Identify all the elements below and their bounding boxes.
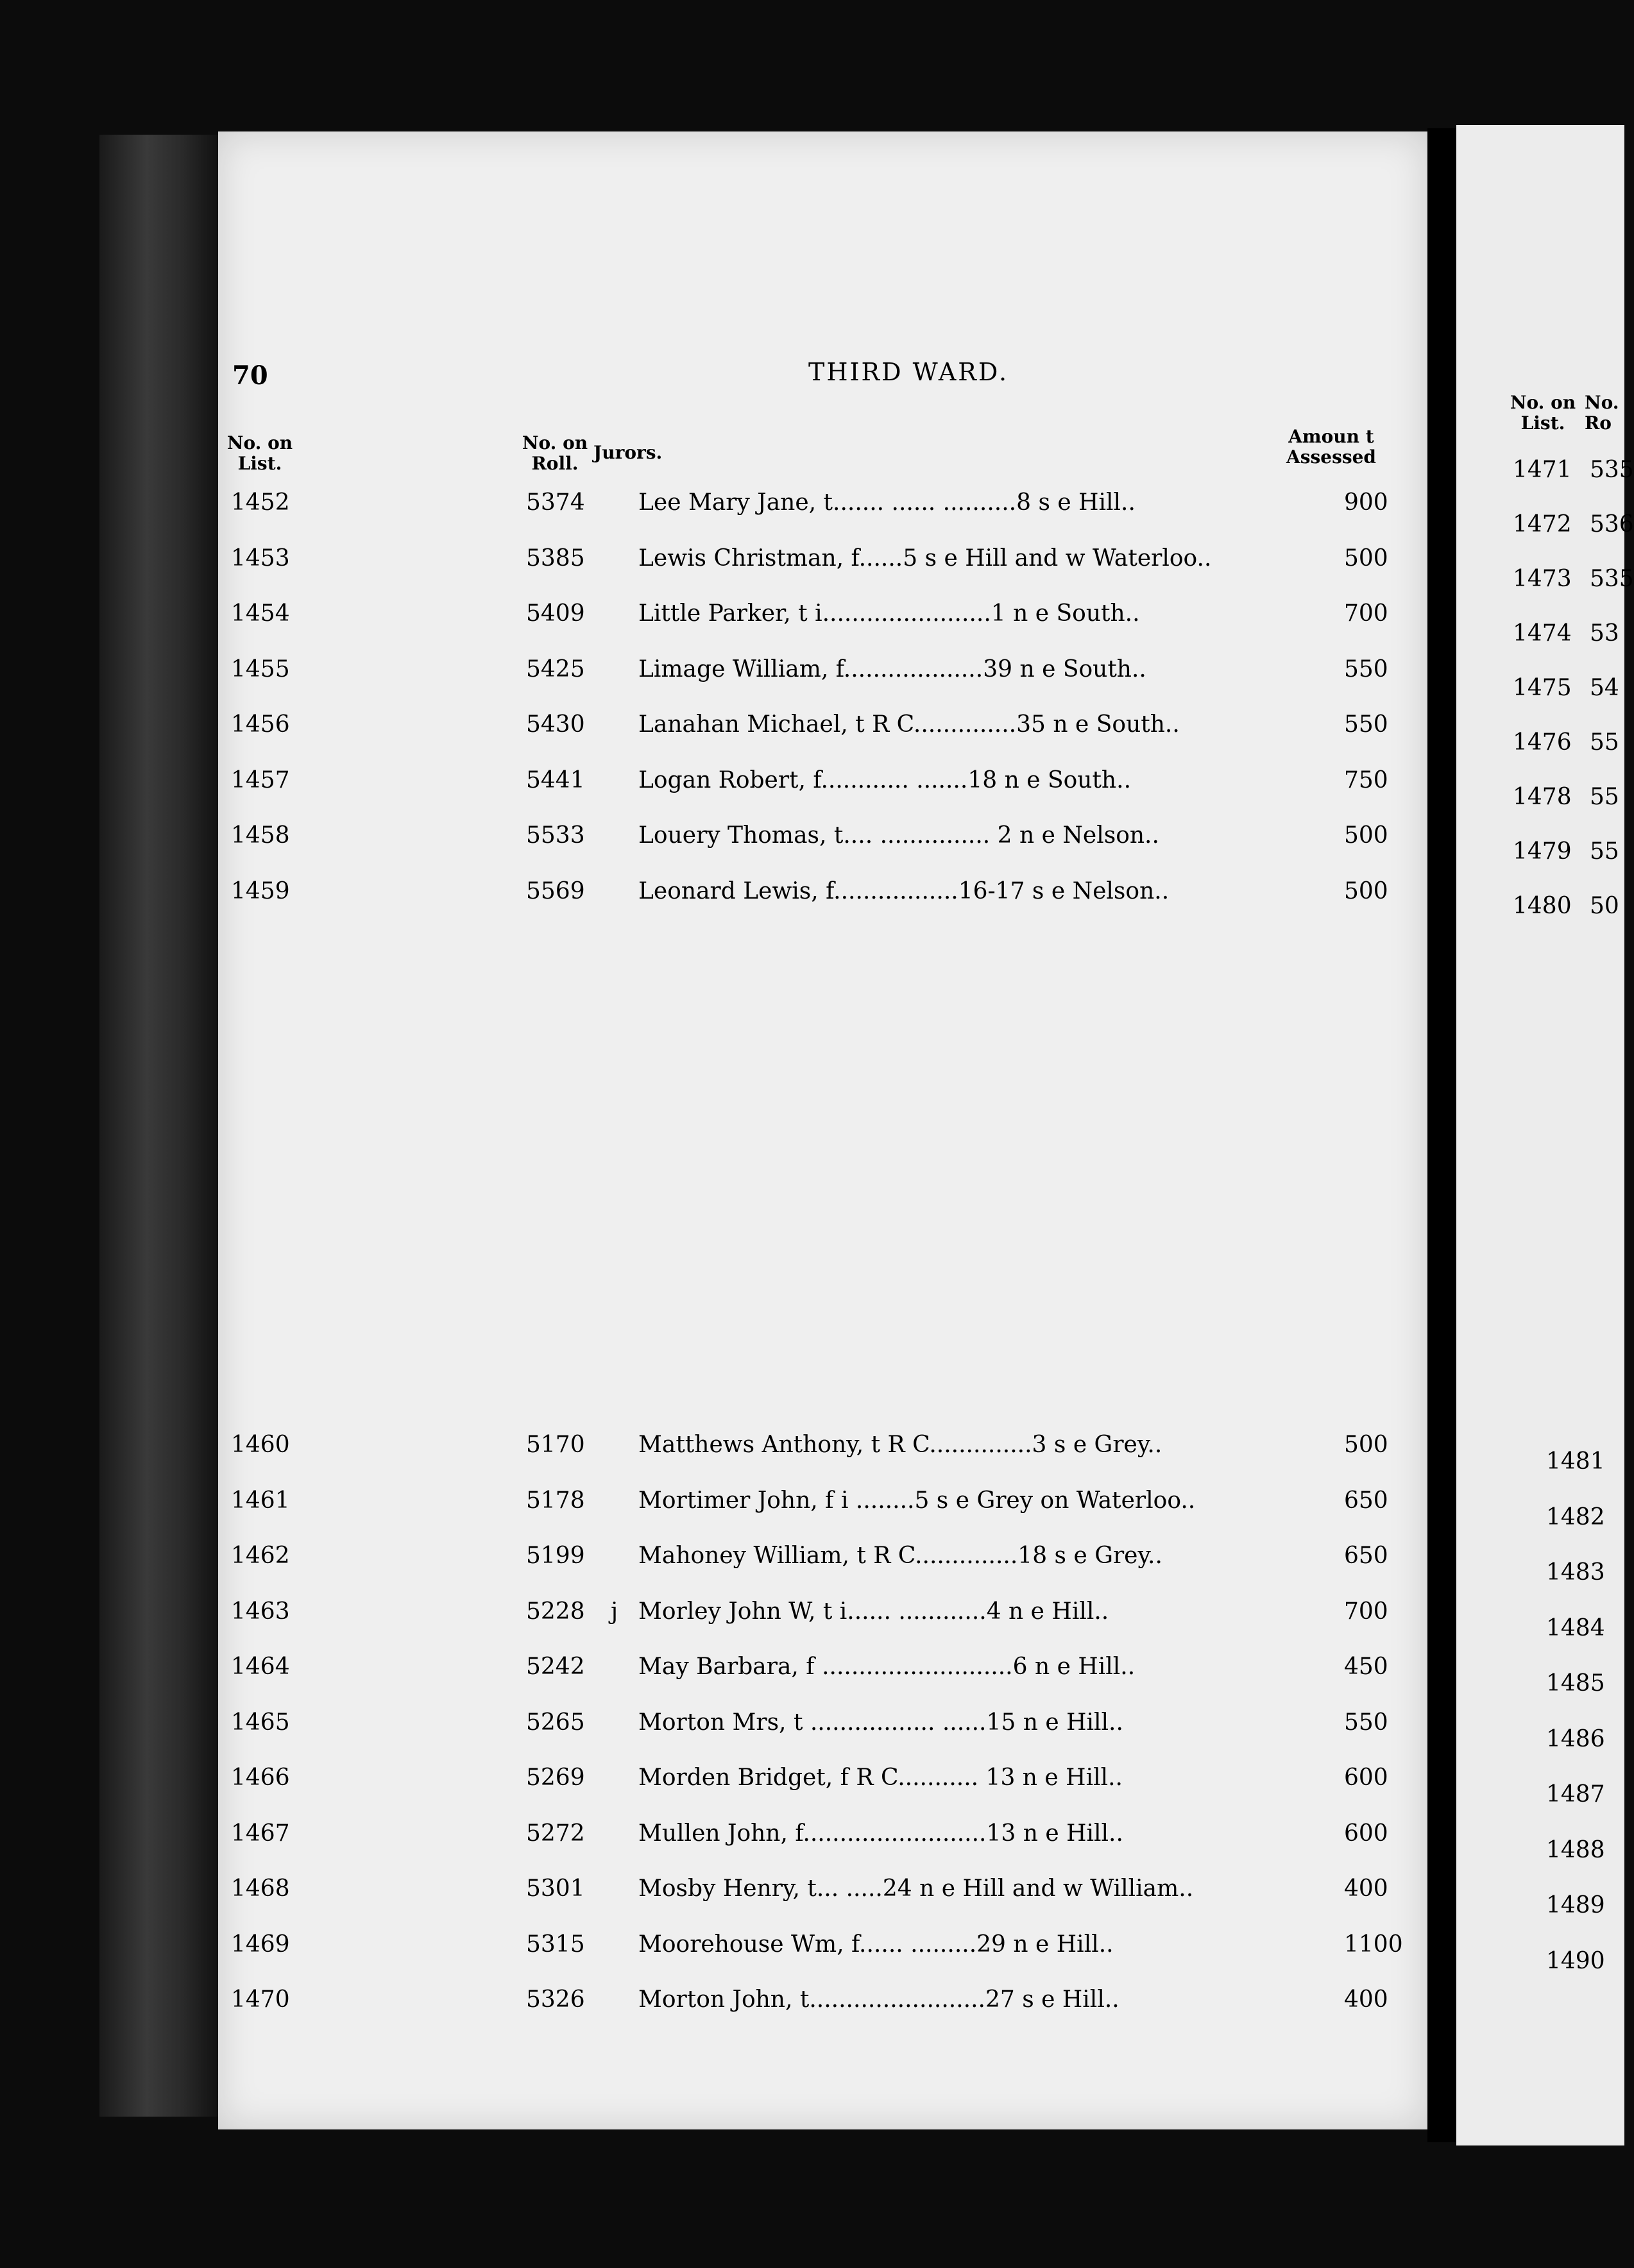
ward-title: THIRD WARD.	[808, 358, 1009, 386]
margin-mark: j	[611, 1598, 618, 1625]
facing-list-number: 1474	[1513, 620, 1572, 647]
page-gutter	[1427, 128, 1456, 2142]
amount-assessed: 500	[1344, 877, 1388, 904]
list-number: 1454	[231, 600, 290, 627]
table-row	[0, 656, 1388, 695]
juror-entry: Limage William, f...................39 n e South..	[638, 656, 1146, 682]
juror-entry: Morton Mrs, t ................. ......15 n e Hill..	[638, 1709, 1123, 1736]
facing-list-number: 1482	[1546, 1503, 1605, 1530]
table-row	[0, 1432, 1388, 1470]
list-number: 1455	[231, 656, 290, 682]
list-number: 1470	[231, 1986, 290, 2013]
facing-list-number: 1489	[1546, 1892, 1605, 1918]
roll-number: 5430	[526, 711, 585, 738]
facing-roll-number: 535	[1590, 457, 1634, 483]
table-row	[0, 600, 1388, 639]
header-amount-assessed: Amoun t Assessed	[1286, 426, 1376, 468]
amount-assessed: 500	[1344, 1432, 1388, 1458]
list-number: 1459	[231, 877, 290, 904]
amount-assessed: 700	[1344, 1598, 1388, 1625]
facing-roll-number: 536	[1590, 511, 1634, 537]
juror-entry: Morden Bridget, f R C........... 13 n e Hill..	[638, 1764, 1123, 1791]
facing-roll-number: 53	[1590, 620, 1619, 647]
table-row	[0, 1986, 1388, 2025]
roll-number: 5425	[526, 656, 585, 682]
roll-number: 5569	[526, 877, 585, 904]
table-row	[0, 711, 1388, 750]
roll-number: 5170	[526, 1432, 585, 1458]
amount-assessed: 900	[1344, 489, 1388, 516]
amount-assessed: 650	[1344, 1543, 1388, 1569]
amount-assessed: 550	[1344, 711, 1388, 738]
juror-entry: Mosby Henry, t... .....24 n e Hill and w William..	[638, 1875, 1194, 1902]
table-row	[0, 545, 1388, 584]
roll-number: 5441	[526, 766, 585, 793]
facing-list-number: 1490	[1546, 1947, 1605, 1974]
amount-assessed: 700	[1344, 600, 1388, 627]
juror-entry: Little Parker, t i.......................1 n e South..	[638, 600, 1140, 627]
facing-list-number: 1487	[1546, 1781, 1605, 1807]
roll-number: 5326	[526, 1986, 585, 2013]
list-number: 1467	[231, 1820, 290, 1847]
table-row	[0, 1487, 1388, 1526]
list-number: 1468	[231, 1875, 290, 1902]
list-number: 1460	[231, 1432, 290, 1458]
amount-assessed: 400	[1344, 1986, 1388, 2013]
header-no-on-list: No. on List.	[226, 432, 293, 474]
juror-entry: Moorehouse Wm, f...... .........29 n e Hill..	[638, 1931, 1114, 1958]
facing-list-number: 1484	[1546, 1614, 1605, 1641]
facing-list-number: 1478	[1513, 784, 1572, 810]
facing-list-number: 1473	[1513, 566, 1572, 592]
facing-roll-number: 54	[1590, 675, 1619, 701]
roll-number: 5533	[526, 822, 585, 849]
juror-entry: Mullen John, f.........................13 n e Hill..	[638, 1820, 1123, 1847]
list-number: 1458	[231, 822, 290, 849]
amount-assessed: 600	[1344, 1820, 1388, 1847]
table-row	[0, 1931, 1403, 1970]
juror-entry: Matthews Anthony, t R C..............3 s e Grey..	[638, 1432, 1162, 1458]
facing-list-number: 1472	[1513, 511, 1572, 537]
list-number: 1464	[231, 1654, 290, 1680]
juror-entry: Louery Thomas, t.... ............... 2 n e Nelson..	[638, 822, 1159, 849]
amount-assessed: 650	[1344, 1487, 1388, 1514]
table-row	[0, 1543, 1388, 1581]
facing-list-number: 1480	[1513, 893, 1572, 919]
amount-assessed: 500	[1344, 545, 1388, 571]
facing-list-number: 1481	[1546, 1448, 1605, 1475]
list-number: 1452	[231, 489, 290, 516]
amount-assessed: 600	[1344, 1764, 1388, 1791]
juror-entry: Lewis Christman, f......5 s e Hill and w Waterloo..	[638, 545, 1212, 571]
table-row	[0, 1764, 1388, 1803]
facing-list-number: 1483	[1546, 1559, 1605, 1586]
facing-list-number: 1471	[1513, 457, 1572, 483]
roll-number: 5228	[526, 1598, 585, 1625]
roll-number: 5269	[526, 1764, 585, 1791]
list-number: 1461	[231, 1487, 290, 1514]
juror-entry: Morton John, t........................27 s e Hill..	[638, 1986, 1119, 2013]
roll-number: 5374	[526, 489, 585, 516]
table-row	[0, 1654, 1388, 1692]
list-number: 1465	[231, 1709, 290, 1736]
amount-assessed: 550	[1344, 656, 1388, 682]
table-row	[0, 766, 1388, 806]
list-number: 1456	[231, 711, 290, 738]
table-row	[0, 1820, 1388, 1859]
list-number: 1453	[231, 545, 290, 571]
roll-number: 5409	[526, 600, 585, 627]
facing-list-number: 1486	[1546, 1725, 1605, 1752]
juror-entry: Mortimer John, f i ........5 s e Grey on Waterloo..	[638, 1487, 1196, 1514]
juror-entry: Logan Robert, f............ .......18 n e South..	[638, 766, 1132, 793]
facing-roll-number: 55	[1590, 838, 1619, 865]
header-no-on-roll: No. on Roll.	[522, 432, 588, 474]
facing-list-number: 1476	[1513, 729, 1572, 756]
juror-entry: May Barbara, f ..........................6 n e Hill..	[638, 1654, 1136, 1680]
amount-assessed: 400	[1344, 1875, 1388, 1902]
roll-number: 5265	[526, 1709, 585, 1736]
roll-number: 5272	[526, 1820, 585, 1847]
facing-roll-number: 55	[1590, 729, 1619, 756]
roll-number: 5178	[526, 1487, 585, 1514]
list-number: 1457	[231, 766, 290, 793]
facing-list-number: 1475	[1513, 675, 1572, 701]
amount-assessed: 500	[1344, 822, 1388, 849]
table-row	[0, 489, 1388, 528]
facing-header-roll: No. Ro	[1585, 392, 1619, 434]
amount-assessed: 550	[1344, 1709, 1388, 1736]
table-row	[0, 1875, 1388, 1914]
juror-entry: Morley John W, t i...... ............4 n e Hill..	[638, 1598, 1109, 1625]
table-row	[0, 1598, 1388, 1637]
table-row	[0, 877, 1388, 917]
juror-entry: Leonard Lewis, f.................16-17 s e Nelson..	[638, 877, 1170, 904]
book-spine	[99, 135, 218, 2117]
roll-number: 5301	[526, 1875, 585, 1902]
facing-roll-number: 50	[1590, 893, 1619, 919]
roll-number: 5385	[526, 545, 585, 571]
list-number: 1469	[231, 1931, 290, 1958]
table-row	[0, 822, 1388, 861]
amount-assessed: 750	[1344, 766, 1388, 793]
facing-list-number: 1488	[1546, 1836, 1605, 1863]
facing-list-number: 1479	[1513, 838, 1572, 865]
list-number: 1462	[231, 1543, 290, 1569]
table-row	[0, 1709, 1388, 1748]
list-number: 1466	[231, 1764, 290, 1791]
list-number: 1463	[231, 1598, 290, 1625]
header-jurors: Jurors.	[593, 442, 663, 463]
juror-entry: Lanahan Michael, t R C..............35 n e South..	[638, 711, 1180, 738]
page-number: 70	[232, 360, 268, 391]
facing-roll-number: 535	[1590, 566, 1634, 592]
amount-assessed: 1100	[1344, 1931, 1403, 1958]
roll-number: 5199	[526, 1543, 585, 1569]
roll-number: 5315	[526, 1931, 585, 1958]
amount-assessed: 450	[1344, 1654, 1388, 1680]
facing-list-number: 1485	[1546, 1670, 1605, 1697]
facing-header-list: No. on List.	[1510, 392, 1576, 434]
juror-entry: Mahoney William, t R C..............18 s e Grey..	[638, 1543, 1162, 1569]
facing-roll-number: 55	[1590, 784, 1619, 810]
roll-number: 5242	[526, 1654, 585, 1680]
juror-entry: Lee Mary Jane, t....... ...... ..........8 s e Hill..	[638, 489, 1136, 516]
